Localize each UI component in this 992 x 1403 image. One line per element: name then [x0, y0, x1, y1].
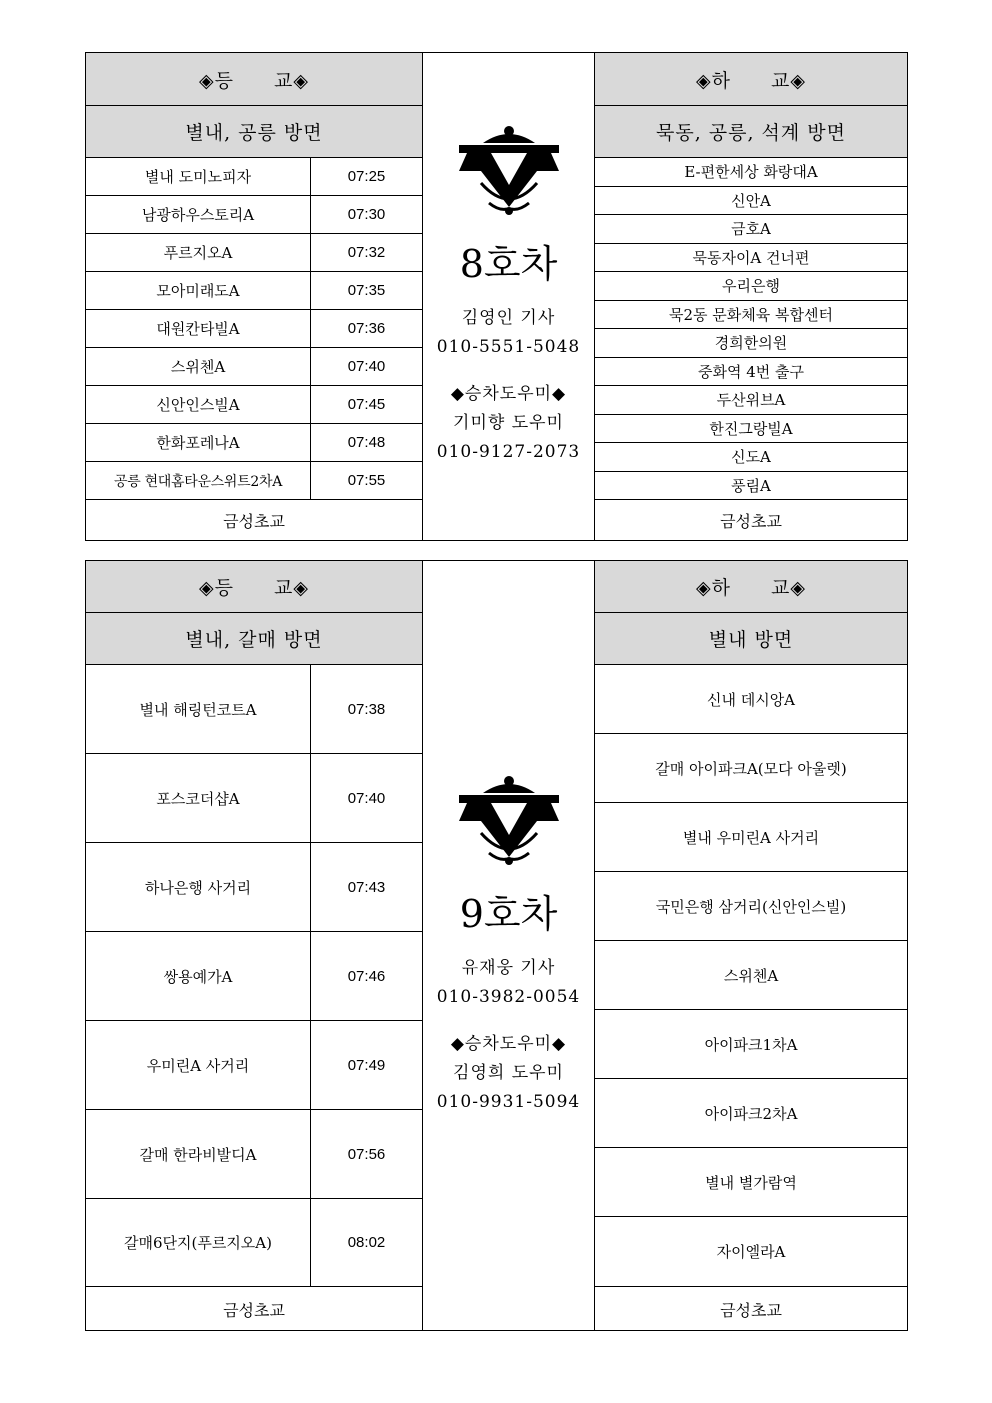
stop-time: 07:48	[347, 434, 386, 451]
stop-time: 07:55	[347, 472, 386, 489]
stop-name: 갈매6단지(푸르지오A)	[86, 1199, 311, 1286]
school-emblem-logo	[453, 773, 565, 873]
table-row	[86, 665, 422, 754]
stop-time: 07:40	[347, 358, 386, 375]
stop-time: 07:25	[347, 168, 386, 185]
bus9-driver: 유재웅 기사	[461, 958, 556, 978]
bus8-departure-header: ◈하 교◈	[595, 53, 907, 106]
bus9-schedule-table	[85, 560, 908, 1331]
list-item: 우리은행	[595, 272, 907, 301]
stop-time: 08:02	[347, 1234, 386, 1251]
table-row	[86, 1110, 422, 1199]
bus9-boarding-school: 금성초교	[223, 1300, 285, 1320]
list-item: 경희한의원	[595, 329, 907, 358]
bus9-driver-phone: 010-3982-0054	[436, 987, 581, 1007]
table-row	[86, 386, 422, 424]
bus8-helper-phone: 010-9127-2073	[436, 442, 581, 462]
table-row	[86, 272, 422, 310]
table-row	[86, 196, 422, 234]
list-item: 신안A	[595, 187, 907, 216]
stop-time: 07:35	[347, 282, 386, 299]
table-row	[86, 348, 422, 386]
stop-name: 한화포레나A	[86, 424, 311, 461]
bus9-boarding-column	[86, 561, 423, 1330]
list-item: 아이파크1차A	[595, 1010, 907, 1079]
list-item: 묵2동 문화체육 복합센터	[595, 301, 907, 330]
bus9-boarding-header: ◈등 교◈	[86, 561, 422, 613]
bus8-driver-phone: 010-5551-5048	[436, 337, 581, 357]
bus8-helper-title: ◆승차도우미◆	[450, 384, 567, 404]
stop-name: 스위첸A	[86, 348, 311, 385]
stop-name: 대원칸타빌A	[86, 310, 311, 347]
stop-time: 07:49	[347, 1056, 386, 1074]
bus8-departure-column	[595, 53, 907, 540]
table-row	[86, 932, 422, 1021]
table-row	[86, 424, 422, 462]
school-emblem-logo	[453, 123, 565, 223]
stop-name: 하나은행 사거리	[86, 843, 311, 931]
table-row	[86, 234, 422, 272]
stop-time: 07:38	[347, 700, 386, 718]
stop-time: 07:30	[347, 206, 386, 223]
list-item: 스위첸A	[595, 941, 907, 1010]
stop-name: 별내 해링턴코트A	[86, 665, 311, 753]
bus8-departure-area: 묵동, 공릉, 석계 방면	[595, 106, 907, 158]
bus8-driver: 김영인 기사	[461, 308, 556, 328]
bus9-helper-title: ◆승차도우미◆	[450, 1034, 567, 1054]
bus8-boarding-column	[86, 53, 423, 540]
bus9-departure-school: 금성초교	[720, 1300, 782, 1320]
list-item: 한진그랑빌A	[595, 415, 907, 444]
stop-time: 07:45	[347, 396, 386, 413]
list-item: 묵동자이A 건너편	[595, 244, 907, 273]
stop-name: 남광하우스토리A	[86, 196, 311, 233]
stop-time: 07:46	[347, 967, 386, 985]
bus8-boarding-area: 별내, 공릉 방면	[86, 106, 422, 158]
bus8-info-column	[423, 53, 595, 540]
list-item: 별내 우미린A 사거리	[595, 803, 907, 872]
bus8-number: 8호차	[459, 242, 558, 286]
bus9-info-column	[423, 561, 595, 1330]
list-item: 중화역 4번 출구	[595, 358, 907, 387]
table-row	[86, 462, 422, 500]
bus9-helper: 김영희 도우미	[453, 1063, 564, 1083]
list-item: 자이엘라A	[595, 1217, 907, 1287]
stop-name: 공릉 현대홈타운스위트2차A	[86, 462, 311, 499]
stop-time: 07:43	[347, 878, 386, 896]
bus9-departure-header: ◈하 교◈	[595, 561, 907, 613]
list-item: 국민은행 삼거리(신안인스빌)	[595, 872, 907, 941]
stop-name: 모아미래도A	[86, 272, 311, 309]
list-item: 두산위브A	[595, 386, 907, 415]
stop-time: 07:56	[347, 1145, 386, 1163]
bus9-departure-area: 별내 방면	[595, 613, 907, 665]
stop-name: 신안인스빌A	[86, 386, 311, 423]
list-item: 갈매 아이파크A(모다 아울렛)	[595, 734, 907, 803]
table-row	[86, 310, 422, 348]
stop-name: 별내 도미노피자	[86, 158, 311, 195]
bus8-departure-school: 금성초교	[720, 512, 782, 531]
bus9-helper-phone: 010-9931-5094	[436, 1092, 581, 1112]
list-item: 금호A	[595, 215, 907, 244]
stop-name: 푸르지오A	[86, 234, 311, 271]
list-item: 신내 데시앙A	[595, 665, 907, 734]
stop-time: 07:32	[347, 244, 386, 261]
stop-name: 포스코더샵A	[86, 754, 311, 842]
table-row	[86, 1199, 422, 1287]
table-row	[86, 843, 422, 932]
stop-time: 07:40	[347, 789, 386, 807]
bus9-boarding-area: 별내, 갈매 방면	[86, 613, 422, 665]
list-item: 풍림A	[595, 472, 907, 501]
bus8-boarding-school: 금성초교	[223, 512, 285, 531]
bus8-schedule-table	[85, 52, 908, 541]
bus9-departure-column	[595, 561, 907, 1330]
list-item: E-편한세상 화랑대A	[595, 158, 907, 187]
stop-name: 우미린A 사거리	[86, 1021, 311, 1109]
table-row	[86, 1021, 422, 1110]
bus8-boarding-header: ◈등 교◈	[86, 53, 422, 106]
bus9-number: 9호차	[459, 892, 558, 936]
stop-name: 갈매 한라비발디A	[86, 1110, 311, 1198]
table-row	[86, 158, 422, 196]
list-item: 아이파크2차A	[595, 1079, 907, 1148]
list-item: 별내 별가람역	[595, 1148, 907, 1217]
table-row	[86, 754, 422, 843]
stop-time: 07:36	[347, 320, 386, 337]
stop-name: 쌍용예가A	[86, 932, 311, 1020]
list-item: 신도A	[595, 443, 907, 472]
bus8-helper: 기미향 도우미	[453, 413, 564, 433]
